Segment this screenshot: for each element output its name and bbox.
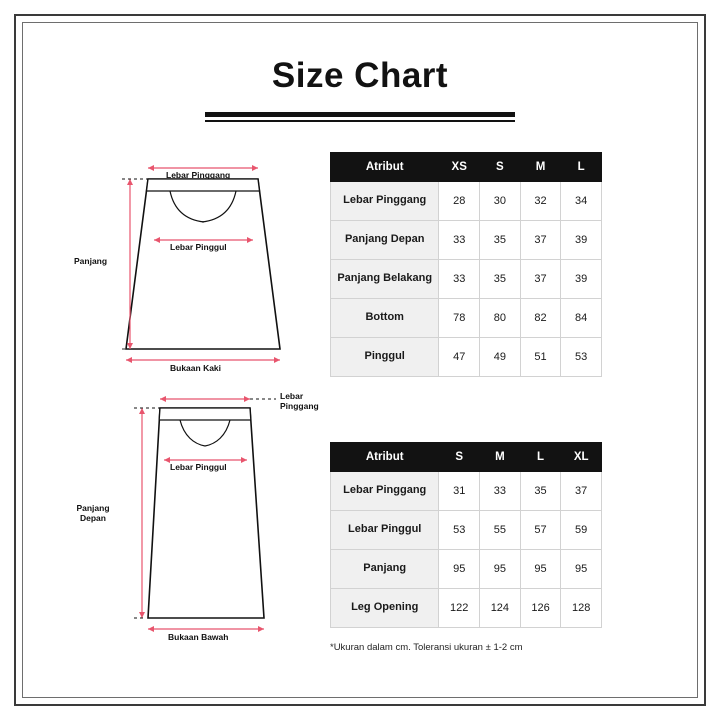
table-header-cell: S (439, 443, 480, 472)
table-cell: 124 (480, 589, 521, 628)
label-length-top: Panjang (74, 256, 108, 266)
table-cell: 39 (561, 221, 602, 260)
row-attribute: Panjang (331, 550, 439, 589)
table-row (331, 472, 602, 511)
table-cell: 37 (520, 260, 561, 299)
table-cell: 33 (439, 221, 480, 260)
size-table-top (330, 152, 602, 377)
table-cell: 51 (520, 338, 561, 377)
table-cell: 78 (439, 299, 480, 338)
row-attribute: Lebar Pinggang (331, 182, 439, 221)
title-underline (205, 112, 515, 122)
table-cell: 32 (520, 182, 561, 221)
table-header-row (331, 153, 602, 182)
label-bottom-opening: Bukaan Bawah (168, 632, 229, 642)
table-header-cell: M (480, 443, 521, 472)
table-cell: 57 (520, 511, 561, 550)
table-row (331, 182, 602, 221)
table-cell: 82 (520, 299, 561, 338)
row-attribute: Leg Opening (331, 589, 439, 628)
table-row (331, 260, 602, 299)
page-title: Size Chart (271, 56, 449, 95)
table-cell: 95 (520, 550, 561, 589)
table-cell: 126 (520, 589, 561, 628)
content-area (34, 34, 686, 686)
table-cell: 80 (480, 299, 521, 338)
table-cell: 95 (561, 550, 602, 589)
table-cell: 31 (439, 472, 480, 511)
table-row (331, 221, 602, 260)
label-hip-bottom: Lebar Pinggul (170, 462, 227, 472)
table-header-cell: M (520, 153, 561, 182)
skirt-front-diagram (74, 144, 308, 374)
table-cell: 53 (439, 511, 480, 550)
table-cell: 28 (439, 182, 480, 221)
label-length-bottom: Panjang Depan (76, 503, 110, 523)
title-rule-thick (205, 112, 515, 117)
size-table-bottom (330, 442, 602, 628)
label-waist-top: Lebar Pinggang (166, 170, 231, 180)
table-cell: 35 (480, 260, 521, 299)
table-cell: 49 (480, 338, 521, 377)
table-cell: 59 (561, 511, 602, 550)
row-attribute: Bottom (331, 299, 439, 338)
table-cell: 95 (439, 550, 480, 589)
label-hip-top: Lebar Pinggul (170, 242, 227, 252)
table-row (331, 511, 602, 550)
table-header-row (331, 443, 602, 472)
measurement-note: *Ukuran dalam cm. Toleransi ukuran ± 1-2 cm (330, 642, 523, 653)
long-skirt-diagram (76, 386, 319, 646)
table-cell: 37 (561, 472, 602, 511)
label-leg-opening-top: Bukaan Kaki (170, 363, 222, 373)
table-cell: 84 (561, 299, 602, 338)
table-header-cell: L (561, 153, 602, 182)
table-cell: 55 (480, 511, 521, 550)
table-row (331, 550, 602, 589)
row-attribute: Pinggul (331, 338, 439, 377)
row-attribute: Panjang Belakang (331, 260, 439, 299)
table-cell: 34 (561, 182, 602, 221)
table-header-cell: XS (439, 153, 480, 182)
table-header-cell: Atribut (331, 443, 439, 472)
label-waist-bottom: Lebar Pinggang (280, 391, 319, 411)
table-cell: 35 (480, 221, 521, 260)
title-rule-thin (205, 120, 515, 122)
table-row (331, 338, 602, 377)
table-cell: 33 (439, 260, 480, 299)
table-header-cell: Atribut (331, 153, 439, 182)
table-cell: 37 (520, 221, 561, 260)
table-cell: 39 (561, 260, 602, 299)
table-cell: 35 (520, 472, 561, 511)
table-cell: 33 (480, 472, 521, 511)
table-cell: 30 (480, 182, 521, 221)
table-cell: 122 (439, 589, 480, 628)
table-header-cell: L (520, 443, 561, 472)
table-header-cell: XL (561, 443, 602, 472)
table-row (331, 589, 602, 628)
table-cell: 47 (439, 338, 480, 377)
row-attribute: Panjang Depan (331, 221, 439, 260)
table-cell: 95 (480, 550, 521, 589)
table-cell: 128 (561, 589, 602, 628)
row-attribute: Lebar Pinggang (331, 472, 439, 511)
row-attribute: Lebar Pinggul (331, 511, 439, 550)
table-row (331, 299, 602, 338)
table-cell: 53 (561, 338, 602, 377)
table-header-cell: S (480, 153, 521, 182)
